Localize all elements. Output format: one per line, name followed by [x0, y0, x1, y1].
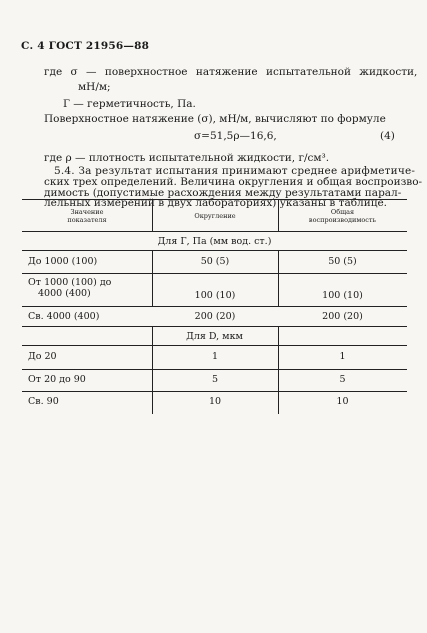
- table-rule: [22, 199, 407, 200]
- paragraph-line: ских трех определений. Величина округления и общая воспроизво-: [44, 176, 423, 188]
- header-value-line2: показателя: [67, 216, 107, 224]
- header-value-line1: Значение: [70, 208, 104, 216]
- row-value: Св. 4000 (400): [28, 311, 100, 322]
- paragraph-line: димость (допустимые расхождения между результатами парал-: [44, 187, 402, 199]
- formula: σ=51,5ρ—16,6,: [194, 130, 277, 142]
- row-value-line2: 4000 (400): [38, 288, 91, 299]
- header-value: [22, 208, 152, 224]
- row-rounding: 5: [211, 374, 219, 385]
- row-value-line1: От 1000 (100) до: [28, 277, 112, 288]
- row-rounding: 50 (5): [200, 256, 230, 267]
- table-rule: [22, 345, 407, 346]
- header-repro-line2: воспроизводимость: [308, 216, 377, 224]
- header-repro-line1: Общая: [330, 208, 355, 216]
- row-reproducibility: 5: [339, 374, 346, 385]
- paragraph-line: 5.4. За результат испытания принимают среднее арифметиче-: [54, 165, 416, 177]
- paragraph-line: лельных измерений в двух лабораториях) указаны в таблице.: [44, 197, 387, 209]
- table-rule: [22, 326, 407, 327]
- formula-intro: Поверхностное натяжение (σ), мН/м, вычисляют по формуле: [44, 113, 386, 125]
- definition-g: Г — герметичность, Па.: [63, 98, 196, 110]
- row-value: Св. 90: [28, 396, 59, 407]
- table-rule: [22, 391, 407, 392]
- row-rounding: 10: [208, 396, 222, 407]
- header-rounding: Округление: [194, 212, 236, 220]
- row-reproducibility: 10: [336, 396, 349, 407]
- definition-rho: где ρ — плотность испытательной жидкости, г/см³.: [44, 152, 330, 164]
- section-pressure: Для Г, Па (мм вод. ст.): [157, 236, 272, 247]
- row-reproducibility: 50 (5): [328, 256, 357, 267]
- formula-number: (4): [380, 130, 395, 142]
- table-rule: [22, 273, 407, 274]
- row-rounding: 200 (20): [194, 311, 236, 322]
- page-header: С. 4 ГОСТ 21956—88: [21, 40, 150, 52]
- row-reproducibility: 1: [339, 351, 346, 362]
- row-value: От 20 до 90: [28, 374, 86, 385]
- row-value: До 20: [28, 351, 57, 362]
- section-diameter: Для D, мкм: [186, 331, 243, 342]
- header-reproducibility: [278, 208, 407, 224]
- table-rule: [22, 306, 407, 307]
- row-reproducibility: 100 (10): [322, 290, 363, 301]
- table-rule: [22, 250, 407, 251]
- definition-sigma: где σ — поверхностное натяжение испытательной жидкости,: [44, 66, 418, 78]
- table-rule: [22, 369, 407, 370]
- definition-sigma-unit: мН/м;: [78, 81, 111, 93]
- row-rounding: 1: [211, 351, 219, 362]
- table-rule: [22, 231, 407, 232]
- row-reproducibility: 200 (20): [322, 311, 363, 322]
- results-table: [22, 199, 407, 414]
- row-value: До 1000 (100): [28, 256, 98, 267]
- row-rounding: 100 (10): [194, 290, 236, 301]
